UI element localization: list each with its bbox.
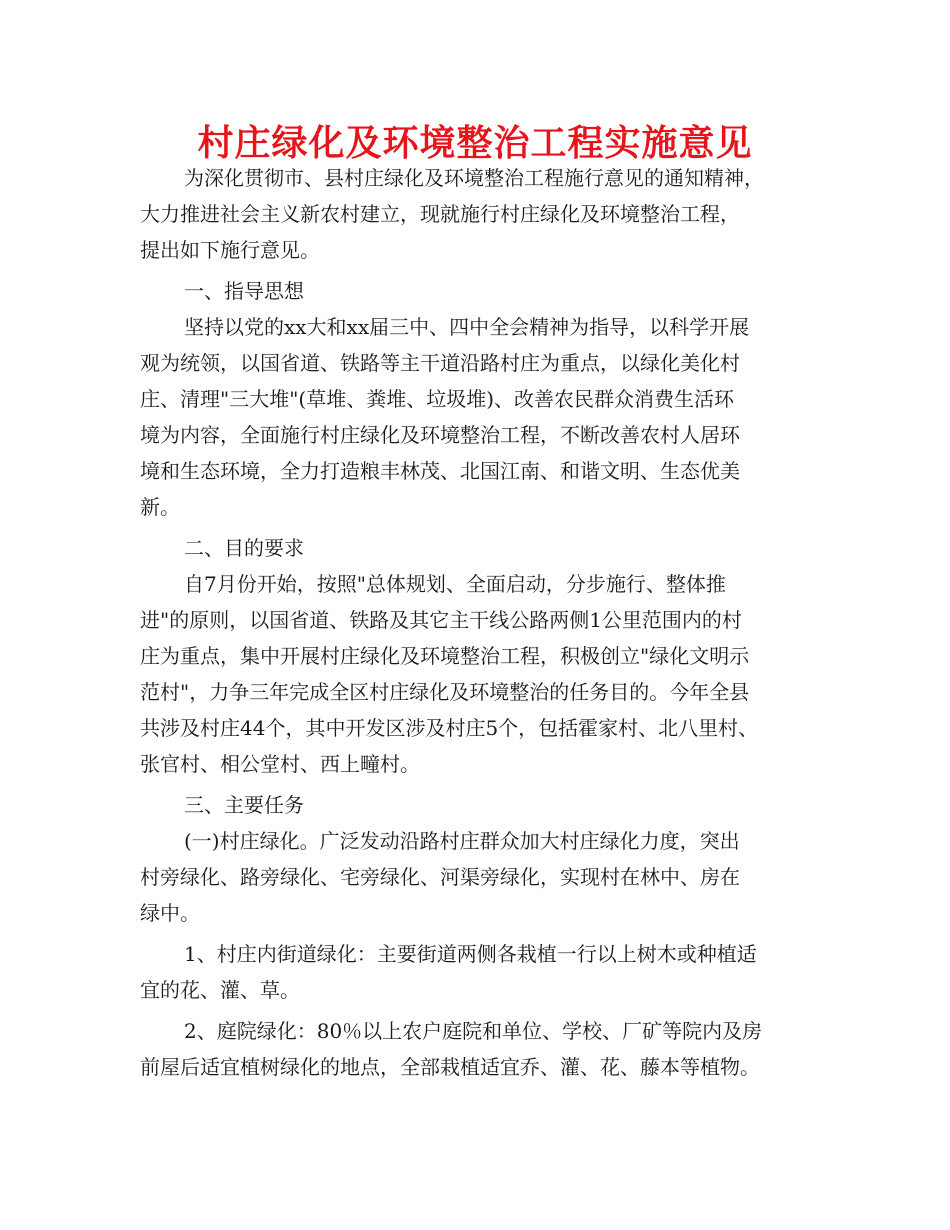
- paragraph-line: 张官村、相公堂村、西上疃村。: [140, 752, 420, 776]
- paragraph-line: 绿中。: [140, 901, 200, 925]
- paragraph-line: 三、主要任务: [184, 793, 304, 817]
- paragraph-line: 自7月份开始，按照"总体规划、全面启动，分步施行、整体推: [184, 572, 726, 596]
- paragraph-line: 境和生态环境，全力打造粮丰林茂、北国江南、和谐文明、生态优美: [140, 459, 740, 483]
- paragraph-line: 1、村庄内街道绿化：主要街道两侧各栽植一行以上树木或种植适: [184, 942, 757, 966]
- paragraph-line: 为深化贯彻市、县村庄绿化及环境整治工程施行意见的通知精神，: [184, 166, 764, 190]
- paragraph-line: 境为内容，全面施行村庄绿化及环境整治工程，不断改善农村人居环: [140, 423, 740, 447]
- paragraph-line: 范村"，力争三年完成全区村庄绿化及环境整治的任务目的。今年全县: [140, 680, 750, 704]
- paragraph-line: 大力推进社会主义新农村建立，现就施行村庄绿化及环境整治工程，: [140, 202, 740, 226]
- paragraph-line: 前屋后适宜植树绿化的地点，全部栽植适宜乔、灌、花、藤本等植物。: [140, 1055, 760, 1079]
- paragraph-line: 2、庭院绿化：80％以上农户庭院和单位、学校、厂矿等院内及房: [184, 1019, 763, 1043]
- paragraph-line: 观为统领，以国省道、铁路等主干道沿路村庄为重点，以绿化美化村: [140, 351, 740, 375]
- paragraph-line: 宜的花、灌、草。: [140, 978, 300, 1002]
- paragraph-line: 一、指导思想: [184, 279, 304, 303]
- paragraph-line: 提出如下施行意见。: [140, 238, 320, 262]
- paragraph-line: 二、目的要求: [184, 536, 304, 560]
- paragraph-line: 进"的原则，以国省道、铁路及其它主干线公路两侧1公里范围内的村: [140, 608, 742, 632]
- paragraph-line: 村旁绿化、路旁绿化、宅旁绿化、河渠旁绿化，实现村在林中、房在: [140, 865, 740, 889]
- paragraph-line: (一)村庄绿化。广泛发动沿路村庄群众加大村庄绿化力度，突出: [184, 829, 740, 853]
- paragraph-line: 庄为重点，集中开展村庄绿化及环境整治工程，积极创立"绿化文明示: [140, 644, 750, 668]
- paragraph-line: 坚持以党的xx大和xx届三中、四中全会精神为指导，以科学开展: [184, 315, 750, 339]
- paragraph-line: 庄、清理"三大堆"(草堆、粪堆、垃圾堆)、改善农民群众消费生活环: [140, 387, 735, 411]
- document-title: 村庄绿化及环境整治工程实施意见: [197, 123, 753, 164]
- paragraph-line: 共涉及村庄44个，其中开发区涉及村庄5个，包括霍家村、北八里村、: [140, 716, 759, 740]
- paragraph-line: 新。: [140, 495, 180, 519]
